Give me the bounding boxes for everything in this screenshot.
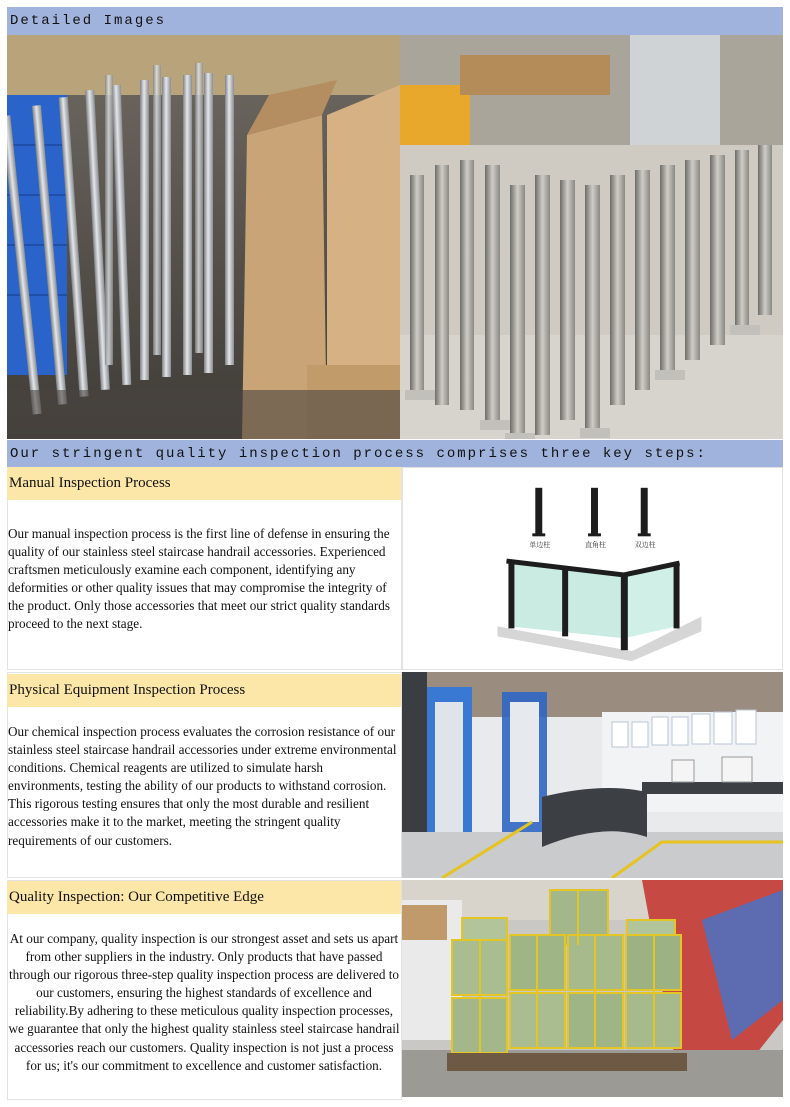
post-label-single: 单边柱 bbox=[529, 541, 551, 550]
physical-inspection-title-text: Physical Equipment Inspection Process bbox=[9, 682, 246, 698]
inspection-intro-header bbox=[7, 440, 783, 467]
manual-inspection-title bbox=[7, 467, 401, 500]
inspection-intro-text: Our stringent quality inspection process comprises three key steps: bbox=[10, 445, 707, 462]
round-posts-photo bbox=[7, 35, 400, 439]
post-label-corner: 直角柱 bbox=[585, 541, 606, 550]
packaged-goods-photo bbox=[402, 880, 783, 1097]
manual-inspection-title-text: Manual Inspection Process bbox=[9, 475, 171, 491]
competitive-edge-title-text: Quality Inspection: Our Competitive Edge bbox=[9, 889, 264, 905]
laboratory-photo bbox=[402, 672, 783, 878]
manual-inspection-text: Our manual inspection process is the first line of defense in ensuring the quality of our stainless steel staircase handrail accessories. Experienced craftsmen meticulously examine each component, identifying any deformities or other quality issues that may compromise the integrity of the product. Only those accessories that meet our strict quality standards proceed to the next stage. bbox=[8, 526, 390, 632]
competitive-edge-text: At our company, quality inspection is our strongest asset and sets us apart from other suppliers in the industry. Only products that have passed through our rigorous three-step quality inspection process are delivered to our customers, ensuring the highest standards of excellence and reliability.By adhering to these meticulous quality inspection processes, we guarantee that only the highest quality stainless steel staircase handrail accessories reach our customers. Quality inspection is not just a process for us; it's our commitment to excellence and customer satisfaction. bbox=[8, 931, 400, 1073]
square-posts-photo bbox=[400, 35, 783, 439]
post-label-double: 双边柱 bbox=[634, 541, 656, 550]
competitive-edge-title bbox=[7, 881, 401, 914]
physical-inspection-text: Our chemical inspection process evaluates the corrosion resistance of our stainless steel staircase handrail accessories under extreme environmental conditions. Chemical reagents are utilized to simulate harsh environments, testing the ability of our products to withstand corrosion. This rigorous testing ensures that only the most durable and resilient accessories make it to the market, meeting the stringent quality requirements of our customers. bbox=[8, 724, 397, 848]
railing-illustration bbox=[402, 467, 783, 670]
detailed-images-header bbox=[7, 7, 783, 35]
detailed-images-title: Detailed Images bbox=[10, 13, 167, 29]
physical-inspection-title bbox=[7, 674, 401, 707]
